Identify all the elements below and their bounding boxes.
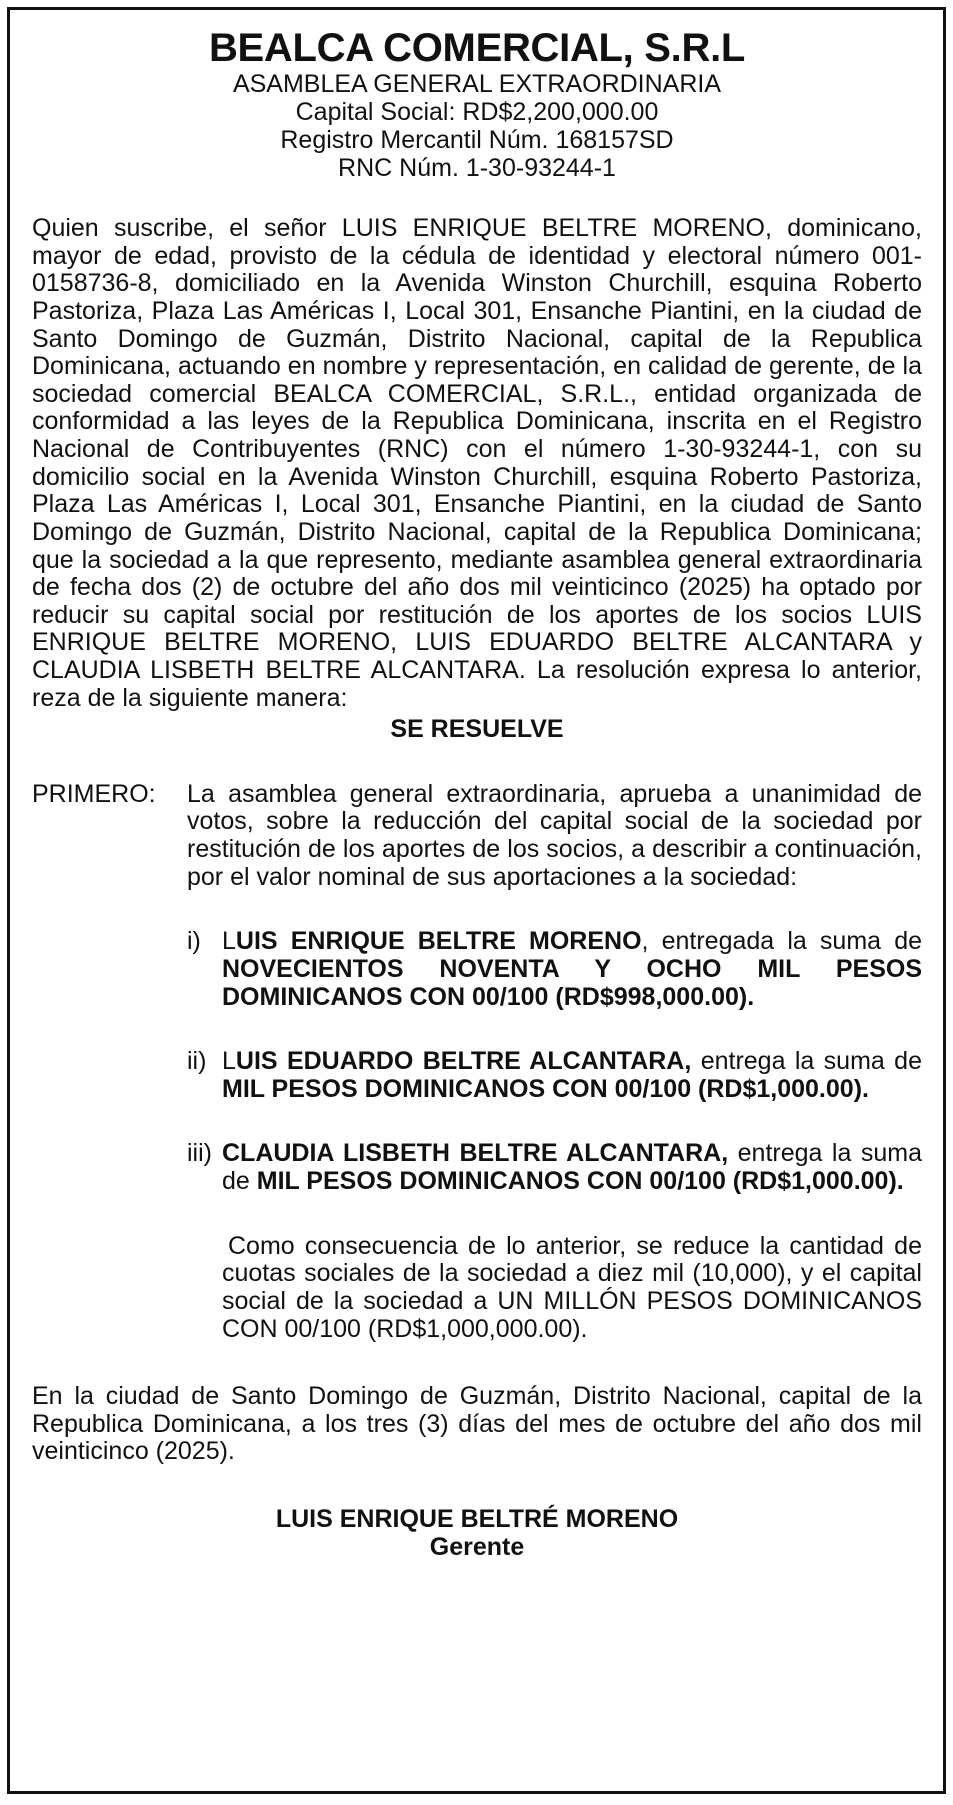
item-text xyxy=(222,1140,922,1195)
item-verb: entrega la suma de xyxy=(222,1139,922,1195)
partner-list xyxy=(187,928,922,1195)
item-text xyxy=(222,928,922,1011)
list-item xyxy=(187,1048,922,1103)
item-number: ii) xyxy=(187,1047,207,1076)
item-amount: MIL PESOS DOMINICANOS CON 00/100 (RD$1,000.00). xyxy=(256,1167,904,1195)
notice-content xyxy=(32,26,922,1561)
partner-name: UIS ENRIQUE BELTRE MORENO xyxy=(235,927,642,956)
item-number: i) xyxy=(187,927,201,956)
item-number: iii) xyxy=(187,1139,212,1168)
assembly-type: ASAMBLEA GENERAL EXTRAORDINARIA xyxy=(232,70,722,98)
partner-name-initial: L xyxy=(222,1047,236,1076)
partner-name: UIS EDUARDO BELTRE ALCANTARA, xyxy=(235,1047,692,1076)
signatory-title: Gerente xyxy=(429,1532,525,1561)
item-amount: MIL PESOS DOMINICANOS CON 00/100 (RD$1,000.00). xyxy=(222,1074,869,1103)
list-item xyxy=(187,928,922,1011)
resolve-heading: SE RESUELVE xyxy=(390,715,564,744)
list-item xyxy=(187,1140,922,1195)
item-amount: NOVECIENTOS NOVENTA Y OCHO MIL PESOS DOMINICANOS CON 00/100 (RD$998,000.00). xyxy=(222,954,922,1011)
primero-text: La asamblea general extraordinaria, aprueba a unanimidad de votos, sobre la reducción del capital social de la sociedad por restitución de los aportes de los socios, a describir a continuación, por el valor nominal de sus aportaciones a la sociedad: xyxy=(187,779,922,891)
signature-block xyxy=(32,1506,922,1561)
closing-paragraph: En la ciudad de Santo Domingo de Guzmán, Distrito Nacional, capital de la Republica Dominicana, a los tres (3) días del mes de octubre del año dos mil veinticinco (2025). xyxy=(32,1382,922,1466)
registro-mercantil: Registro Mercantil Núm. 168157SD xyxy=(280,126,674,154)
capital-social: Capital Social: RD$2,200,000.00 xyxy=(295,98,659,126)
item-verb: entrega la suma de xyxy=(700,1047,922,1076)
company-name: BEALCA COMERCIAL, S.R.L xyxy=(208,26,746,70)
item-text xyxy=(222,1048,922,1103)
notice-header xyxy=(32,26,922,182)
rnc-number: RNC Núm. 1-30-93244-1 xyxy=(338,154,616,182)
item-verb: , entregada la suma de xyxy=(641,927,922,956)
primero-label: PRIMERO: xyxy=(32,779,156,808)
primero-section xyxy=(32,781,922,892)
consequence-paragraph: Como consecuencia de lo anterior, se reduce la cantidad de cuotas sociales de la sociedad a diez mil (10,000), y el capital social de la sociedad a UN MILLÓN PESOS DOMINICANOS CON 00/100 (RD$1,000,000.00). xyxy=(222,1231,922,1343)
signatory-name: LUIS ENRIQUE BELTRÉ MORENO xyxy=(275,1505,679,1533)
partner-name-initial: L xyxy=(222,927,236,956)
intro-paragraph: Quien suscribe, el señor LUIS ENRIQUE BELTRE MORENO, dominicano, mayor de edad, provisto de la cédula de identidad y electoral número 001-0158736-8, domiciliado en la Avenida Winston Churchill, esquina Roberto Pastoriza, Plaza Las Américas I, Local 301, Ensanche Piantini, en la ciudad de Santo Domingo de Guzmán, Distrito Nacional, capital de la Republica Dominicana, actuando en nombre y representación, en calidad de gerente, de la sociedad comercial BEALCA COMERCIAL, S.R.L., entidad organizada de conformidad a las leyes de la Republica Dominicana, inscrita en el Registro Nacional de Contribuyentes (RNC) con el número 1-30-93244-1, con su domicilio social en la Avenida Winston Churchill, esquina Roberto Pastoriza, Plaza Las Américas I, Local 301, Ensanche Piantini, en la ciudad de Santo Domingo de Guzmán, Distrito Nacional, capital de la Republica Dominicana; que la sociedad a la que represento, mediante asamblea general extraordinaria de fecha dos (2) de octubre del año dos mil veinticinco (2025) ha optado por reducir su capital social por restitución de los aportes de los socios LUIS ENRIQUE BELTRE MORENO, LUIS EDUARDO BELTRE ALCANTARA y CLAUDIA LISBETH BELTRE ALCANTARA. La resolución expresa lo anterior, reza de la siguiente manera: xyxy=(32,214,922,712)
partner-name: CLAUDIA LISBETH BELTRE ALCANTARA, xyxy=(222,1139,729,1168)
